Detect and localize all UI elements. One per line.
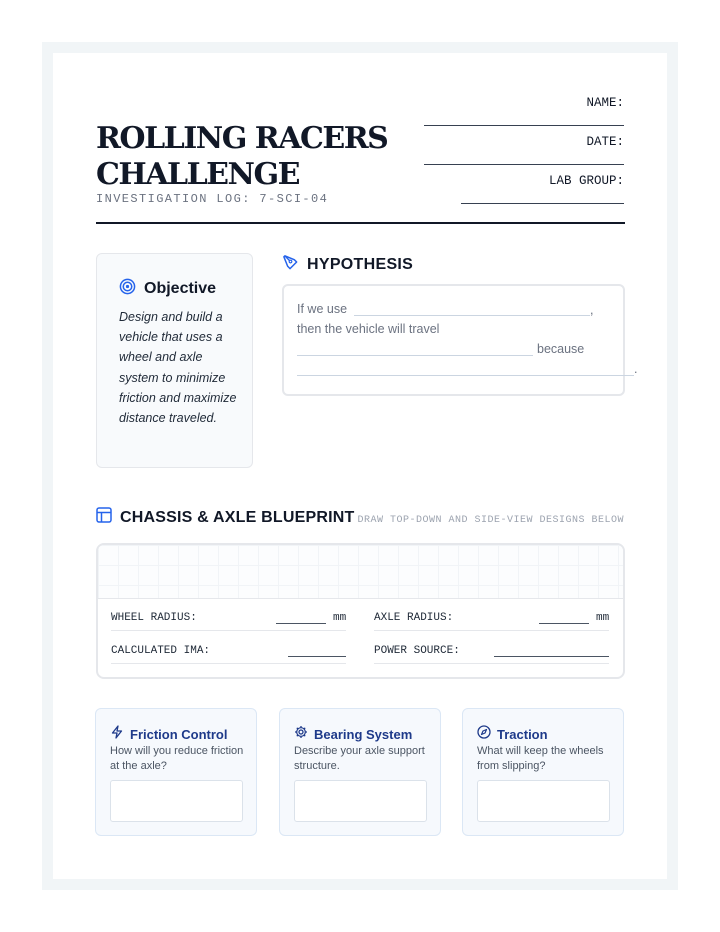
traction-answer[interactable] — [477, 780, 610, 822]
hypothesis-period: . — [634, 362, 638, 376]
header-divider — [96, 222, 625, 224]
hypothesis-reason-blank[interactable] — [297, 375, 634, 376]
name-label: NAME: — [586, 96, 624, 110]
card-title: Friction Control — [130, 727, 228, 742]
hypothesis-heading: HYPOTHESIS — [307, 256, 414, 273]
blueprint-instructions: DRAW TOP-DOWN AND SIDE-VIEW DESIGNS BELOW — [357, 515, 624, 526]
card-header — [110, 725, 228, 744]
bearing-system-answer[interactable] — [294, 780, 427, 822]
date-field[interactable] — [424, 164, 624, 165]
name-field[interactable] — [424, 125, 624, 126]
objective-text: Design and build a vehicle that uses a wheel and axle system to minimize friction and maximize distance traveled. — [119, 310, 237, 426]
hypothesis-comma: , — [590, 303, 594, 317]
blueprint-heading: CHASSIS & AXLE BLUEPRINT — [120, 508, 355, 526]
card-title: Traction — [497, 727, 548, 742]
blueprint-box — [96, 543, 625, 679]
divider — [374, 630, 609, 631]
title-line-1: ROLLING RACERS — [96, 121, 388, 156]
date-label: DATE: — [586, 135, 624, 149]
divider — [111, 663, 346, 664]
hypothesis-lead: If we use — [297, 302, 348, 316]
hypothesis-variable-blank[interactable] — [354, 315, 590, 316]
title-line-2: CHALLENGE — [96, 157, 299, 192]
blueprint-header — [96, 507, 354, 528]
objective-header — [119, 278, 216, 300]
target-icon — [119, 278, 136, 300]
hypothesis-outcome-blank[interactable] — [297, 355, 533, 356]
axle-radius-field[interactable] — [539, 623, 589, 624]
hypothesis-box — [282, 284, 625, 396]
gear-icon — [294, 725, 308, 744]
hypothesis-middle: then the vehicle will travel — [297, 322, 440, 336]
calculated-ima-label: CALCULATED IMA: — [111, 645, 211, 657]
card-title: Bearing System — [314, 727, 413, 742]
investigation-log-code: INVESTIGATION LOG: 7-SCI-04 — [96, 192, 329, 206]
layout-icon — [96, 507, 112, 528]
card-description: What will keep the wheels from slipping? — [477, 745, 604, 772]
lab-group-label: LAB GROUP: — [548, 174, 624, 188]
hypothesis-header — [282, 254, 413, 276]
page-title — [96, 121, 387, 193]
power-source-label: POWER SOURCE: — [374, 645, 460, 657]
hypothesis-because: because — [537, 342, 585, 356]
power-source-field[interactable] — [494, 656, 609, 657]
wheel-radius-field[interactable] — [276, 623, 326, 624]
traction-card — [462, 708, 624, 836]
lightning-icon — [110, 725, 124, 744]
friction-control-answer[interactable] — [110, 780, 243, 822]
compass-icon — [477, 725, 491, 744]
calculated-ima-field[interactable] — [288, 656, 346, 657]
lab-group-field[interactable] — [461, 203, 624, 204]
card-header — [294, 725, 412, 744]
card-description: How will you reduce friction at the axle? — [110, 745, 244, 772]
drawing-grid[interactable] — [98, 545, 623, 599]
axle-radius-unit: mm — [596, 612, 610, 624]
divider — [111, 630, 346, 631]
wheel-radius-unit: mm — [333, 612, 347, 624]
pen-icon — [282, 254, 299, 276]
divider — [374, 663, 609, 664]
wheel-radius-label: WHEEL RADIUS: — [111, 612, 197, 624]
objective-card — [96, 253, 253, 468]
friction-control-card — [95, 708, 257, 836]
bearing-system-card — [279, 708, 441, 836]
axle-radius-label: AXLE RADIUS: — [374, 612, 454, 624]
card-description: Describe your axle support structure. — [294, 745, 425, 772]
objective-heading: Objective — [144, 280, 217, 297]
card-header — [477, 725, 548, 744]
